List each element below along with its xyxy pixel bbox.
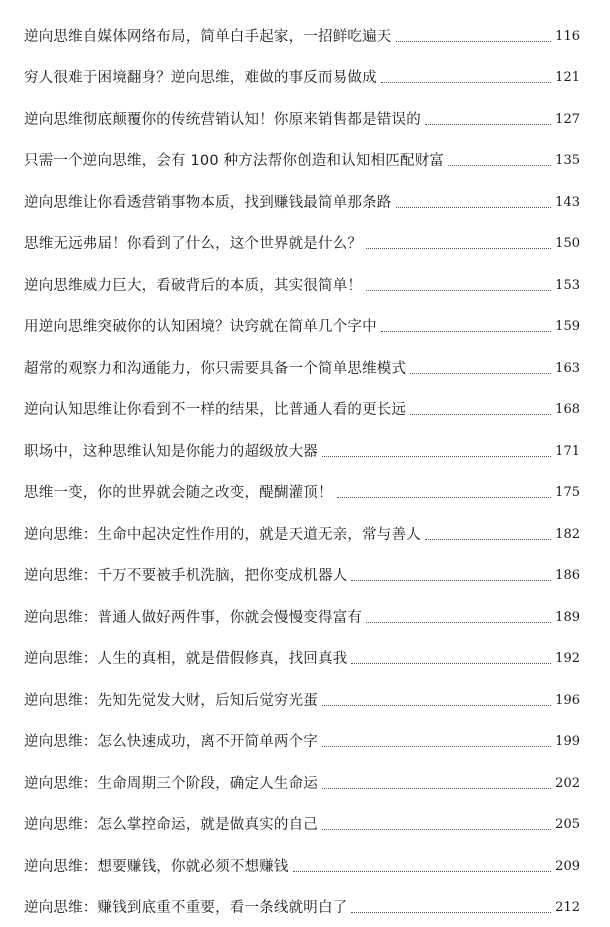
toc-entry-title: 逆向思维：普通人做好两件事，你就会慢慢变得富有 — [24, 609, 363, 626]
toc-dot-leader — [322, 788, 551, 789]
toc-entry[interactable] — [24, 47, 580, 89]
toc-entry[interactable] — [24, 337, 580, 379]
toc-entry[interactable] — [24, 711, 580, 753]
toc-entry[interactable] — [24, 171, 580, 213]
toc-entry-page: 153 — [555, 277, 580, 293]
toc-entry-title: 逆向思维彻底颠覆你的传统营销认知！你原来销售都是错误的 — [24, 111, 421, 128]
toc-entry[interactable] — [24, 835, 580, 877]
toc-entry[interactable] — [24, 586, 580, 628]
toc-entry-title: 穷人很难于困境翻身？逆向思维，难做的事反而易做成 — [24, 70, 377, 86]
toc-entry-page: 127 — [555, 111, 580, 127]
toc-dot-leader — [351, 912, 551, 913]
toc-entry[interactable] — [24, 213, 580, 255]
toc-entry-page: 182 — [555, 526, 580, 542]
toc-dot-leader — [366, 290, 551, 291]
toc-entry-title: 只需一个逆向思维，会有 100 种方法帮你创造和认知相匹配财富 — [24, 153, 445, 169]
toc-entry[interactable] — [24, 877, 580, 919]
toc-dot-leader — [322, 746, 551, 747]
toc-entry-page: 168 — [555, 402, 580, 417]
toc-dot-leader — [293, 871, 552, 872]
toc-entry[interactable] — [24, 5, 580, 47]
toc-entry-page: 175 — [555, 485, 580, 500]
toc-entry[interactable] — [24, 130, 580, 172]
toc-entry-title: 思维无远弗届！你看到了什么，这个世界就是什么？ — [24, 236, 363, 252]
toc-dot-leader — [366, 248, 551, 249]
toc-entry[interactable] — [24, 545, 580, 587]
toc-dot-leader — [396, 41, 552, 42]
toc-dot-leader — [351, 663, 551, 664]
toc-entry-page: 135 — [555, 153, 580, 168]
toc-entry-title: 逆向思维：生命中起决定性作用的，就是天道无亲，常与善人 — [24, 526, 421, 543]
toc-entry-page: 209 — [555, 858, 580, 874]
toc-entry[interactable] — [24, 752, 580, 794]
toc-dot-leader — [381, 331, 551, 332]
toc-entry-title: 逆向思维：想要赚钱，你就必须不想赚钱 — [24, 858, 289, 875]
toc-entry-page: 121 — [555, 70, 580, 85]
table-of-contents — [24, 0, 580, 918]
toc-entry-page: 159 — [555, 319, 580, 334]
toc-entry-page: 143 — [555, 194, 580, 210]
toc-entry-page: 150 — [555, 236, 580, 251]
toc-entry-page: 212 — [555, 900, 580, 915]
toc-entry[interactable] — [24, 296, 580, 338]
toc-entry[interactable] — [24, 254, 580, 296]
toc-entry[interactable] — [24, 628, 580, 670]
toc-entry-title: 逆向认知思维让你看到不一样的结果，比普通人看的更长远 — [24, 402, 407, 418]
toc-dot-leader — [366, 622, 551, 623]
toc-entry-page: 199 — [555, 734, 580, 749]
toc-dot-leader — [425, 539, 551, 540]
toc-entry-title: 逆向思维威力巨大，看破背后的本质，其实很简单！ — [24, 277, 363, 294]
toc-dot-leader — [337, 497, 551, 498]
toc-entry[interactable] — [24, 794, 580, 836]
toc-entry[interactable] — [24, 88, 580, 130]
toc-dot-leader — [410, 414, 551, 415]
toc-dot-leader — [425, 124, 551, 125]
toc-dot-leader — [381, 82, 551, 83]
toc-entry-page: 163 — [555, 360, 580, 376]
toc-entry-title: 逆向思维：怎么掌控命运，就是做真实的自己 — [24, 817, 318, 833]
toc-entry-page: 196 — [555, 692, 580, 708]
toc-entry-title: 逆向思维：生命周期三个阶段，确定人生命运 — [24, 775, 318, 792]
toc-dot-leader — [322, 829, 551, 830]
toc-entry-title: 逆向思维：人生的真相，就是借假修真，找回真我 — [24, 651, 348, 667]
toc-entry-title: 逆向思维自媒体网络布局，简单白手起家，一招鲜吃遍天 — [24, 28, 392, 45]
toc-entry-title: 超常的观察力和沟通能力，你只需要具备一个简单思维模式 — [24, 360, 407, 377]
toc-entry-page: 116 — [555, 28, 580, 44]
toc-entry-page: 171 — [555, 443, 580, 459]
toc-dot-leader — [351, 580, 551, 581]
toc-entry-title: 逆向思维：怎么快速成功，离不开简单两个字 — [24, 734, 318, 750]
toc-entry[interactable] — [24, 420, 580, 462]
toc-entry-page: 192 — [555, 651, 580, 666]
toc-entry-title: 用逆向思维突破你的认知困境？诀窍就在简单几个字中 — [24, 319, 377, 335]
toc-dot-leader — [322, 456, 551, 457]
toc-entry[interactable] — [24, 669, 580, 711]
toc-entry-title: 逆向思维：千万不要被手机洗脑，把你变成机器人 — [24, 568, 348, 584]
toc-entry-page: 186 — [555, 568, 580, 583]
toc-entry-title: 逆向思维：赚钱到底重不重要，看一条线就明白了 — [24, 900, 348, 916]
toc-entry[interactable] — [24, 379, 580, 421]
toc-dot-leader — [396, 207, 552, 208]
toc-dot-leader — [322, 705, 551, 706]
toc-dot-leader — [410, 373, 551, 374]
toc-entry[interactable] — [24, 503, 580, 545]
toc-dot-leader — [448, 165, 551, 166]
toc-entry-title: 逆向思维让你看透营销事物本质，找到赚钱最简单那条路 — [24, 194, 392, 211]
toc-entry-page: 189 — [555, 609, 580, 625]
toc-entry-page: 205 — [555, 817, 580, 832]
toc-entry-page: 202 — [555, 775, 580, 791]
toc-entry-title: 职场中，这种思维认知是你能力的超级放大器 — [24, 443, 318, 460]
toc-entry-title: 思维一变，你的世界就会随之改变，醍醐灌顶！ — [24, 485, 333, 501]
toc-entry[interactable] — [24, 462, 580, 504]
toc-entry-title: 逆向思维：先知先觉发大财，后知后觉穷光蛋 — [24, 692, 318, 709]
